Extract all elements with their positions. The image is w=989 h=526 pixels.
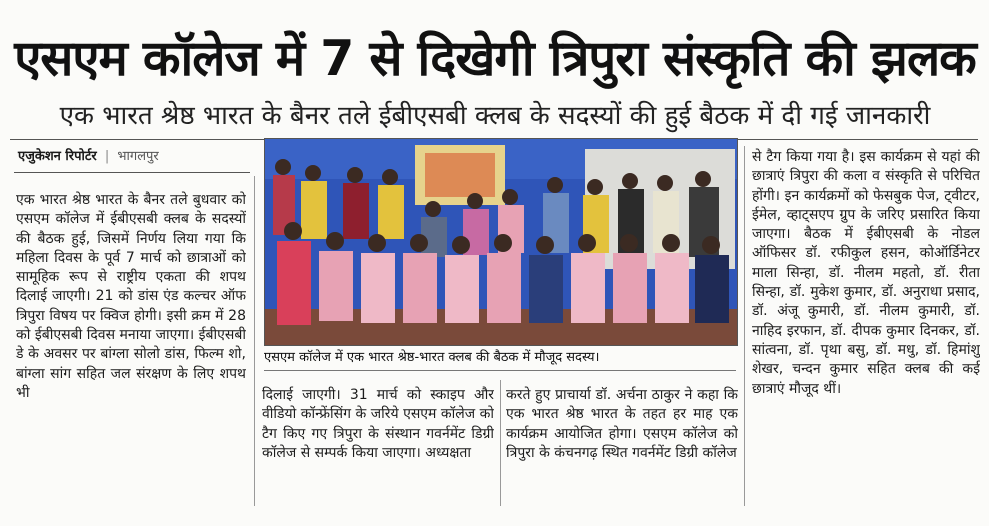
group-photo-image bbox=[265, 139, 737, 345]
body-column-3: करते हुए प्राचार्या डॉ. अर्चना ठाकुर ने कहा कि एक भारत श्रेष्ठ भारत के तहत हर माह एक कार्यक्रम आयोजित होगा। एसएम कॉलेज को त्रिपुरा के कंचनगढ़ स्थित गवर्नमेंट डिग्री कॉलेज bbox=[506, 387, 738, 461]
column-divider bbox=[500, 380, 501, 506]
body-column-4: से टैग किया गया है। इस कार्यक्रम से यहां की छात्राएं त्रिपुरा की कला व संस्कृति से परिचित होंगी। इन कार्यक्रमों को फेसबुक पेज, ट्वीटर, ईमेल, व्हाट्सएप ग्रुप के जरिए प्रसारित किया जाएगा। बैठक में ईबीएसबी के नोडल ऑफिसर डॉ. रफीकुल हसन, कोऑर्डिनेटर माला सिन्हा, डॉ. नीलम महतो, डॉ. रीता सिन्हा, डॉ. मुकेश कुमार, डॉ. अनुराधा प्रसाद, डॉ. अंजू कुमारी, डॉ. नीलम कुमारी, डॉ. नाहिद इरफान, डॉ. दीपक कुमार दिनकर, डॉ. सांत्वना, डॉ. पृथा बसु, डॉ. मधु, डॉ. हिमांशु शेखर, चन्दन कुमार सहित क्लब की कई छात्राएं मौजूद थीं। bbox=[752, 149, 980, 397]
body-column-1: एक भारत श्रेष्ठ भारत के बैनर तले बुधवार को एसएम कॉलेज में ईबीएसबी क्लब के सदस्यों की बैठक हुई, जिसमें निर्णय लिया गया कि महिला दिवस के पूर्व 7 मार्च को छात्राओं को सामूहिक रूप से राष्ट्रीय एकता की शपथ दिलाई जाएगी। 21 को डांस एंड कल्चर ऑफ त्रिपुरा विषय पर क्विज होगी। इसी क्रम में 28 को ईबीएसबी दिवस मनाया जाएगा। ईबीएसबी डे के अवसर पर बांग्ला सोलो डांस, फिल्म शो, बांग्ला सांग सहित जल संरक्षण के लिए शपथ भी bbox=[16, 192, 246, 401]
body-column-2: दिलाई जाएगी। 31 मार्च को स्काइप और वीडियो कॉन्फ्रेंसिंग के जरिये एसएम कॉलेज को टैग किए गए त्रिपुरा के संस्थान गवर्नमेंट डिग्री कॉलेज से सम्पर्क किया जाएगा। अध्यक्षता bbox=[262, 387, 494, 461]
subheadline: एक भारत श्रेष्ठ भारत के बैनर तले ईबीएसबी क्लब के सदस्यों की हुई बैठक में दी गई जानकारी bbox=[59, 101, 931, 131]
byline-place: भागलपुर bbox=[117, 149, 159, 164]
column-divider bbox=[744, 146, 745, 506]
column-divider bbox=[254, 176, 255, 506]
byline bbox=[18, 146, 159, 168]
byline-separator: | bbox=[104, 149, 110, 164]
news-photo bbox=[264, 138, 738, 346]
photo-caption: एसएम कॉलेज में एक भारत श्रेष्ठ-भारत क्लब की बैठक में मौजूद सदस्य। bbox=[264, 346, 736, 371]
byline-rule bbox=[14, 172, 250, 173]
headline: एसएम कॉलेज में 7 से दिखेगी त्रिपुरा संस्कृति की झलक bbox=[14, 30, 976, 87]
byline-author: एजुकेशन रिपोर्टर bbox=[18, 149, 97, 164]
